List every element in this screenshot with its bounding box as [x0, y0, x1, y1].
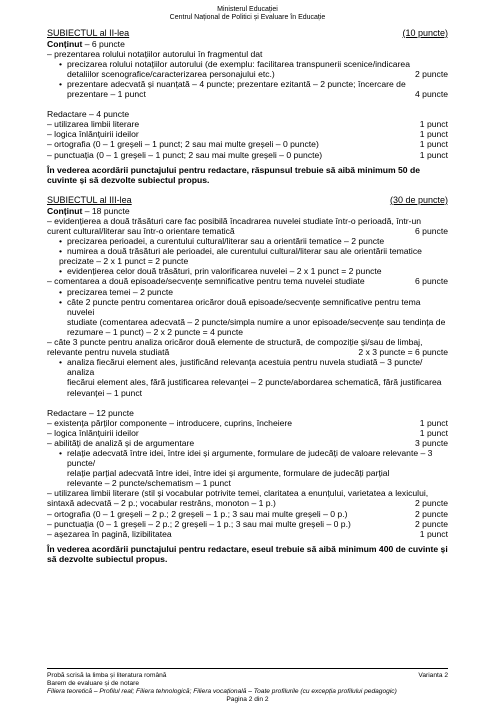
page-footer [47, 668, 448, 704]
center-name: Centrul Național de Politici și Evaluare în Educație [169, 14, 326, 22]
s2-bullet: • prezentare adecvată și nuanțată – 4 puncte; prezentare ezitantă – 2 puncte; încercare de [47, 79, 448, 89]
section-2-title: SUBIECTUL al II-lea [47, 27, 130, 38]
s3-line: – comentarea a două episoade/secvențe semnificative pentru tema nuvelei studiate 6 puncte [47, 276, 448, 287]
s3-line: – evidențierea a două trăsături care fac posibilă încadrarea nuvelei studiate într-o perioadă, într-un [47, 215, 422, 226]
section-2-points: (10 puncte) [402, 27, 448, 38]
s3-bullet-cont: relație parțial adecvată între idei, între idei și argumente, formulare de judecăți parțial [67, 468, 390, 479]
s3-bullet: • precizarea temei – 2 puncte [47, 287, 448, 297]
s3-bullet: • numirea a două trăsături ale perioadei, ale curentului cultural/literar sau ale orientării tematice [47, 246, 448, 256]
s2-line: – prezentarea rolului notațiilor autorului în fragmentul dat [47, 48, 263, 59]
s3-bullet: • câte 2 puncte pentru comentarea oricăror două episoade/secvențe semnificative pentru tema nuvelei [47, 297, 448, 317]
footer-page-number: Pagina 2 din 2 [226, 695, 269, 703]
s3-red-row: – așezarea în pagină, lizibilitatea 1 punct [47, 528, 448, 539]
s3-bullet: • relație adecvată între idei, între idei și argumente, formulare de judecăți de valoare relevante – 3 puncte/ [47, 448, 448, 468]
s3-line: curent cultural/literar sau într-o orientare tematică 6 puncte [47, 226, 448, 236]
s2-red-row: – logica înlănțuirii ideilor 1 punct [47, 129, 448, 140]
s3-bullet-cont: relevante – 2 puncte/schematism – 1 punct [67, 478, 231, 489]
section-3-points: (30 de puncte) [389, 194, 448, 205]
s3-red-row: – existența părților componente – introducere, cuprins, încheiere 1 punct [47, 417, 448, 428]
s3-bullet-cont: precizate – 2 x 1 punct = 2 puncte [59, 256, 189, 267]
footer-barem: Barem de evaluare și de notare [47, 679, 140, 687]
s2-bullet-cont: detaliilor scenografice/caracterizarea personajului etc.) 2 puncte [67, 68, 448, 79]
s3-red-row: – abilități de analiză și de argumentare 3 puncte [47, 437, 448, 448]
s2-red-row: – ortografia (0 – 1 greșeli – 1 punct; 2 sau mai multe greșeli – 0 puncte) 1 punct [47, 139, 448, 150]
footer-variant: Varianta 2 [418, 672, 448, 679]
section-3-header [47, 195, 448, 206]
s3-bullet: • precizarea perioadei, a curentului cultural/literar sau a orientării tematice – 2 puncte [47, 236, 448, 246]
s2-red-row: – punctuația (0 – 1 greșeli – 1 punct; 2 sau mai multe greșeli – 0 puncte) 1 punct [47, 149, 448, 160]
s3-bullet-cont: relevanței – 1 punct [67, 387, 143, 398]
s3-line: – câte 3 puncte pentru analiza oricăror două elemente de structură, de compoziție și/sau de limbaj, [47, 337, 423, 348]
s2-red-row: – utilizarea limbii literare 1 punct [47, 119, 448, 130]
s3-bullet-cont: rezumare – 1 punct) – 2 x 2 puncte = 4 puncte [67, 326, 244, 337]
s3-redactare-heading: Redactare – 12 puncte [47, 407, 134, 418]
s3-bullet-cont: studiate (comentarea adecvată – 2 puncte/simpla numire a unor episoade/secvențe sau tendința de [67, 316, 446, 327]
s3-red-row: – ortografia (0 – 1 greșeli – 2 p.; 2 greșeli – 1 p.; 3 sau mai multe greșeli – 0 p.) 2 puncte [47, 508, 448, 519]
s3-bullet-cont: fiecărui element ales, fără justificarea relevanței – 2 puncte/abordarea schematică, fără justificarea [67, 377, 442, 388]
s2-bullet-cont: prezentare – 1 punct 4 puncte [67, 89, 448, 100]
ministry-name: Ministerul Educației [217, 6, 278, 13]
s3-red-row: – punctuația (0 – 1 greșeli – 2 p.; 2 greșeli – 1 p.; 3 sau mai multe greșeli – 0 p.) 2 puncte [47, 518, 448, 529]
s3-red-row: – logica înlănțuirii ideilor 1 punct [47, 427, 448, 438]
footer-filiera: Filiera teoretică – Profilul real; Filiera tehnologică; Filiera vocațională – Toate profilurile (cu excepția profilului pedagogic) [47, 687, 397, 695]
s3-line: relevante pentru nuvela studiată 2 x 3 puncte = 6 puncte [47, 347, 448, 358]
s2-note: În vederea acordării punctajului pentru redactare, răspunsul trebuie să aibă minimum 50 de cuvinte și să dezvolte subiectul propus. [47, 164, 420, 185]
footer-exam: Probă scrisă la limba și literatura română [47, 672, 167, 679]
section-2-header [47, 28, 448, 39]
s3-red-row: – utilizarea limbii literare (stil și vocabular potrivite temei, claritatea a enunțului, varietatea a lexicului, [47, 488, 429, 499]
page-header [47, 0, 448, 23]
section-3-title: SUBIECTUL al III-lea [47, 194, 132, 205]
s3-bullet: • analiza fiecărui element ales, justificând relevanța acestuia pentru nuvela studiată – 3 puncte/ analiza [47, 357, 448, 377]
s3-bullet: • evidențierea celor două trăsături, prin valorificarea nuvelei – 2 x 1 punct = 2 puncte [47, 266, 448, 276]
s3-red-row: sintaxă adecvată – 2 p.; vocabular restrâns, monoton – 1 p.) 2 puncte [47, 498, 448, 509]
s2-bullet: • precizarea rolului notațiilor autorului (de exemplu: facilitarea transpunerii scenice/indicarea [47, 59, 448, 69]
s2-content-heading: Conținut – 6 puncte [47, 38, 125, 49]
s2-redactare-heading: Redactare – 4 puncte [47, 109, 130, 120]
s3-note: În vederea acordării punctajului pentru redactare, eseul trebuie să aibă minimum 400 de cuvinte și să dezvolte subiectul propus. [47, 543, 448, 564]
s3-content-heading: Conținut – 18 puncte [47, 205, 130, 216]
